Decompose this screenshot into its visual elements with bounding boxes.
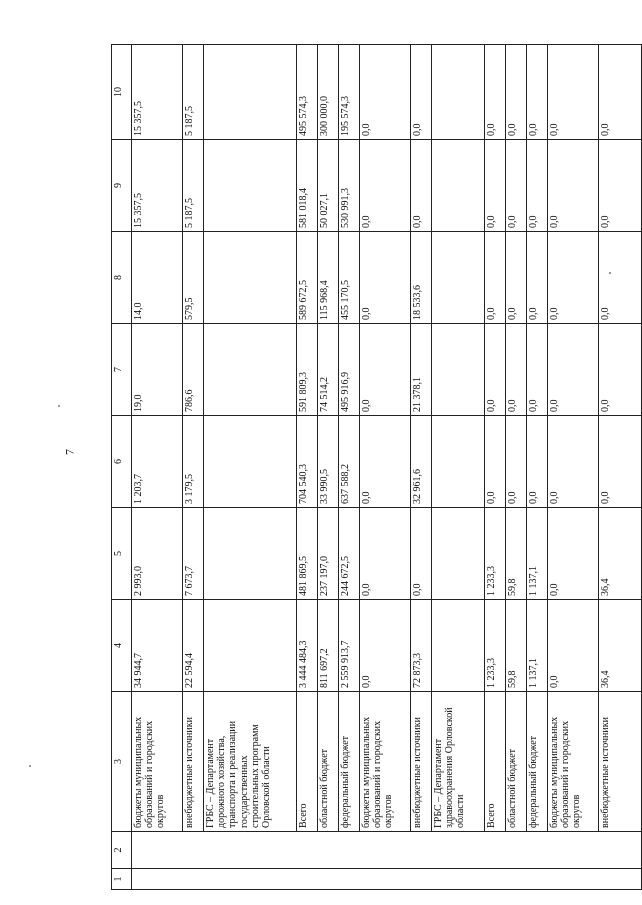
value-cell: 74 514,2	[318, 324, 339, 416]
row-label: внебюджетные источники	[183, 692, 204, 832]
value-cell: 0,0	[599, 45, 642, 140]
table-row	[132, 45, 183, 890]
value-cell: 59,8	[506, 508, 527, 600]
row-label: федеральный бюджет	[527, 692, 548, 832]
value-cell: 2 559 913,7	[339, 600, 360, 692]
value-cell: 0,0	[548, 140, 599, 232]
value-cell: 237 197,0	[318, 508, 339, 600]
value-cell: 0,0	[527, 416, 548, 508]
column-header: 4	[112, 600, 132, 692]
value-cell: 637 588,2	[339, 416, 360, 508]
value-cell: 19,0	[132, 324, 183, 416]
value-cell: 481 869,5	[297, 508, 318, 600]
value-cell: 21 378,1	[411, 324, 432, 416]
value-cell: 589 672,5	[297, 232, 318, 324]
value-cell	[432, 232, 485, 324]
table-row	[411, 45, 432, 890]
table-row	[183, 45, 204, 890]
value-cell: 36,4	[599, 508, 642, 600]
value-cell: 0,0	[485, 416, 506, 508]
row-label: бюджеты муниципальных образований и городских округов	[548, 692, 599, 832]
value-cell: 811 697,2	[318, 600, 339, 692]
value-cell: 1 233,3	[485, 508, 506, 600]
table-row	[297, 45, 318, 890]
value-cell	[432, 140, 485, 232]
value-cell	[432, 600, 485, 692]
column-header: 7	[112, 324, 132, 416]
row-label: областной бюджет	[506, 692, 527, 832]
budget-table	[111, 44, 642, 890]
table-row	[432, 45, 485, 890]
value-cell: 0,0	[360, 324, 411, 416]
value-cell	[432, 324, 485, 416]
value-cell: 704 540,3	[297, 416, 318, 508]
value-cell: 14,0	[132, 232, 183, 324]
value-cell: 195 574,3	[339, 45, 360, 140]
table-row	[339, 45, 360, 890]
table-row	[360, 45, 411, 890]
row-label: федеральный бюджет	[339, 692, 360, 832]
value-cell: 786,6	[183, 324, 204, 416]
value-cell: 0,0	[548, 600, 599, 692]
value-cell: 32 961,6	[411, 416, 432, 508]
value-cell	[204, 416, 297, 508]
value-cell: 1 137,1	[527, 508, 548, 600]
value-cell: 0,0	[411, 140, 432, 232]
value-cell: 0,0	[485, 324, 506, 416]
row-label: областной бюджет	[318, 692, 339, 832]
value-cell	[432, 45, 485, 140]
value-cell: 0,0	[411, 508, 432, 600]
value-cell: 579,5	[183, 232, 204, 324]
scan-speck	[58, 405, 60, 407]
column-header: 8	[112, 232, 132, 324]
value-cell: 0,0	[548, 232, 599, 324]
value-cell: 0,0	[506, 416, 527, 508]
value-cell: 72 873,3	[411, 600, 432, 692]
value-cell: 0,0	[527, 324, 548, 416]
value-cell: 0,0	[485, 140, 506, 232]
value-cell: 0,0	[599, 416, 642, 508]
value-cell: 3 444 484,3	[297, 600, 318, 692]
column-header: 9	[112, 140, 132, 232]
value-cell: 18 533,6	[411, 232, 432, 324]
value-cell: 455 170,5	[339, 232, 360, 324]
value-cell	[204, 45, 297, 140]
value-cell: 0,0	[360, 600, 411, 692]
scan-speck	[609, 272, 611, 274]
value-cell	[204, 508, 297, 600]
column-header: 1	[112, 869, 132, 890]
value-cell: 0,0	[360, 508, 411, 600]
value-cell: 300 000,0	[318, 45, 339, 140]
header-row	[112, 45, 132, 890]
value-cell: 0,0	[411, 45, 432, 140]
value-cell	[204, 324, 297, 416]
value-cell: 2 993,0	[132, 508, 183, 600]
row-label: бюджеты муниципальных образований и городских округов	[132, 692, 183, 832]
value-cell: 5 187,5	[183, 140, 204, 232]
value-cell: 495 574,3	[297, 45, 318, 140]
value-cell: 0,0	[527, 232, 548, 324]
value-cell: 0,0	[506, 232, 527, 324]
column-header: 5	[112, 508, 132, 600]
value-cell	[204, 600, 297, 692]
column-header: 2	[112, 832, 132, 869]
value-cell	[204, 232, 297, 324]
value-cell: 34 944,7	[132, 600, 183, 692]
value-cell: 15 357,5	[132, 45, 183, 140]
section-heading: ГРБС – Департамент здравоохранения Орловской области	[432, 692, 485, 832]
value-cell: 115 968,4	[318, 232, 339, 324]
row-label: Всего	[297, 692, 318, 832]
value-cell: 0,0	[599, 324, 642, 416]
value-cell: 0,0	[527, 45, 548, 140]
scan-speck	[29, 765, 31, 767]
value-cell: 3 179,5	[183, 416, 204, 508]
value-cell: 0,0	[485, 45, 506, 140]
value-cell: 0,0	[548, 45, 599, 140]
value-cell: 50 027,1	[318, 140, 339, 232]
value-cell: 7 673,7	[183, 508, 204, 600]
table-row	[599, 45, 642, 890]
value-cell: 530 991,3	[339, 140, 360, 232]
row-label: Всего	[485, 692, 506, 832]
table-viewport	[111, 45, 611, 890]
value-cell: 244 672,5	[339, 508, 360, 600]
value-cell: 0,0	[360, 45, 411, 140]
value-cell: 22 594,4	[183, 600, 204, 692]
value-cell: 0,0	[485, 232, 506, 324]
value-cell	[204, 140, 297, 232]
page-number: 7	[62, 449, 77, 455]
value-cell: 0,0	[360, 416, 411, 508]
value-cell: 1 203,7	[132, 416, 183, 508]
column-header: 6	[112, 416, 132, 508]
value-cell: 0,0	[506, 140, 527, 232]
value-cell: 591 809,3	[297, 324, 318, 416]
value-cell: 0,0	[548, 416, 599, 508]
value-cell: 0,0	[360, 140, 411, 232]
value-cell: 59,8	[506, 600, 527, 692]
table-row	[485, 45, 506, 890]
row-label: внебюджетные источники	[411, 692, 432, 832]
col2-cell	[132, 832, 642, 869]
value-cell: 0,0	[506, 45, 527, 140]
column-header: 10	[112, 45, 132, 140]
table-row	[506, 45, 527, 890]
value-cell: 5 187,5	[183, 45, 204, 140]
value-cell: 0,0	[599, 232, 642, 324]
value-cell: 0,0	[548, 508, 599, 600]
value-cell: 1 233,3	[485, 600, 506, 692]
row-label: внебюджетные источники	[599, 692, 642, 832]
value-cell	[432, 416, 485, 508]
value-cell: 495 916,9	[339, 324, 360, 416]
table-row	[548, 45, 599, 890]
row-label: бюджеты муниципальных образований и городских округов	[360, 692, 411, 832]
table-row	[204, 45, 297, 890]
value-cell: 0,0	[360, 232, 411, 324]
value-cell: 33 990,5	[318, 416, 339, 508]
value-cell: 0,0	[548, 324, 599, 416]
column-header: 3	[112, 692, 132, 832]
value-cell	[432, 508, 485, 600]
value-cell: 0,0	[506, 324, 527, 416]
value-cell: 0,0	[527, 140, 548, 232]
table-row	[318, 45, 339, 890]
value-cell: 0,0	[599, 140, 642, 232]
value-cell: 581 018,4	[297, 140, 318, 232]
section-heading: ГРБС – Департамент дорожного хозяйства, транспорта и реализации государственных строительных программ Орловской области	[204, 692, 297, 832]
value-cell: 36,4	[599, 600, 642, 692]
value-cell: 15 357,5	[132, 140, 183, 232]
col1-cell	[132, 869, 642, 890]
table-row	[527, 45, 548, 890]
value-cell: 1 137,1	[527, 600, 548, 692]
